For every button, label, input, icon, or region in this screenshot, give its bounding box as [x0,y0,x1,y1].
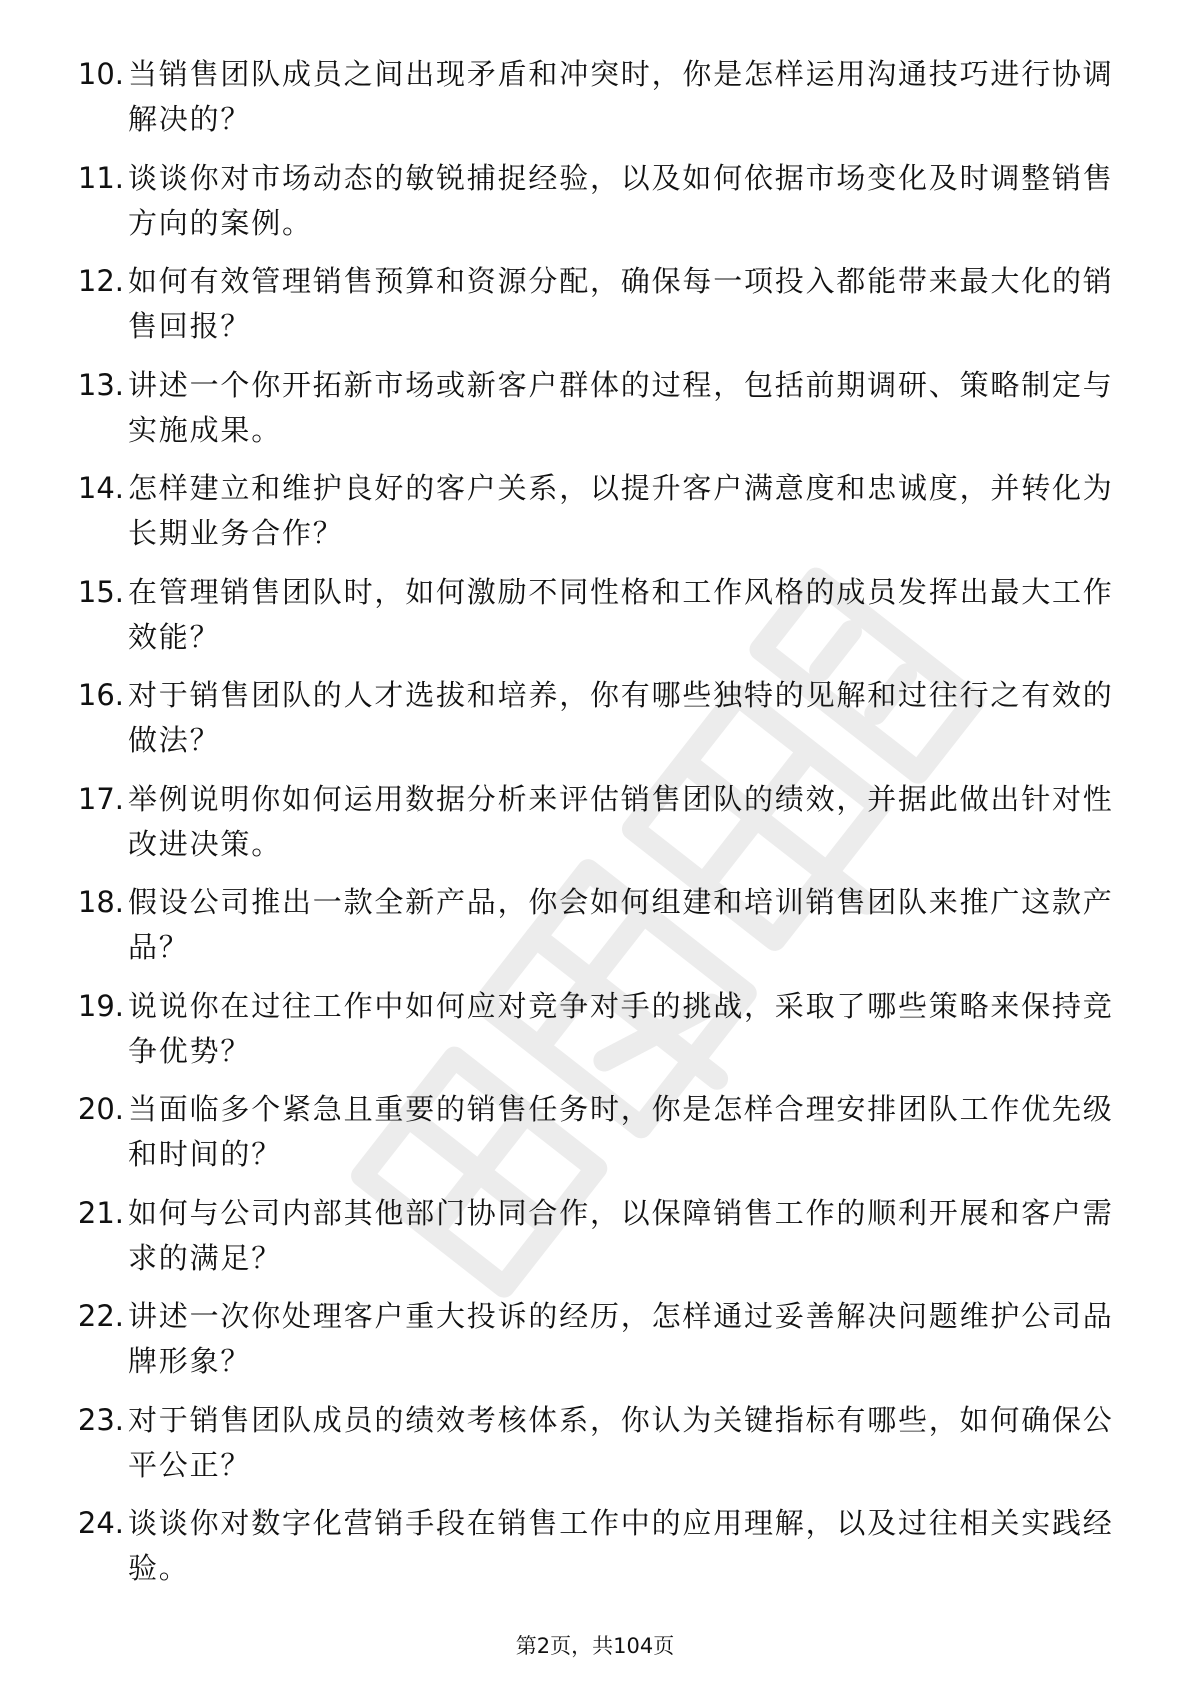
question-text: 说说你在过往工作中如何应对竞争对手的挑战，采取了哪些策略来保持竞争优势？ [128,988,1114,1068]
page-number-label: 第2页，共104页 [515,1634,675,1658]
question-text: 如何有效管理销售预算和资源分配，确保每一项投入都能带来最大化的销售回报？ [128,264,1114,343]
question-text: 谈谈你对市场动态的敏锐捕捉经验，以及如何依据市场变化及时调整销售方向的案例。 [128,160,1114,240]
question-text: 如何与公司内部其他部门协同合作，以保障销售工作的顺利开展和客户需求的满足？ [128,1195,1114,1275]
question-text: 讲述一个你开拓新市场或新客户群体的过程，包括前期调研、策略制定与实施成果。 [128,367,1114,447]
list-item [58,52,1118,156]
question-number: 11. [77,160,124,195]
list-item [58,363,1118,467]
question-text: 在管理销售团队时，如何激励不同性格和工作风格的成员发挥出最大工作效能？ [128,574,1114,654]
list-item [58,156,1118,260]
list-item [58,1191,1118,1295]
question-text: 谈谈你对数字化营销手段在销售工作中的应用理解，以及过往相关实践经验。 [128,1506,1114,1585]
list-item [58,984,1118,1088]
list-item [58,259,1118,363]
list-item [58,466,1118,570]
question-number: 13. [77,367,124,402]
list-item [58,570,1118,674]
question-text: 当面临多个紧急且重要的销售任务时，你是怎样合理安排团队工作优先级和时间的？ [128,1092,1114,1171]
question-number: 24. [77,1506,124,1540]
question-number: 23. [77,1402,124,1437]
question-number: 14. [77,471,124,505]
question-text: 举例说明你如何运用数据分析来评估销售团队的绩效，并据此做出针对性改进决策。 [128,781,1114,861]
list-item [58,1398,1118,1502]
question-text: 当销售团队成员之间出现矛盾和冲突时，你是怎样运用沟通技巧进行协调解决的？ [128,57,1114,136]
list-item [58,880,1118,984]
question-list [58,52,1118,1605]
question-number: 19. [77,988,124,1023]
question-text: 讲述一次你处理客户重大投诉的经历，怎样通过妥善解决问题维护公司品牌形象？ [128,1299,1114,1378]
list-item [58,1087,1118,1191]
question-number: 20. [77,1092,124,1126]
question-number: 21. [77,1195,124,1230]
question-number: 12. [77,264,124,298]
question-number: 15. [77,574,124,609]
list-item [58,777,1118,881]
question-text: 对于销售团队成员的绩效考核体系，你认为关键指标有哪些，如何确保公平公正？ [128,1402,1114,1482]
question-number: 22. [77,1299,124,1333]
question-text: 怎样建立和维护良好的客户关系，以提升客户满意度和忠诚度，并转化为长期业务合作？ [128,471,1114,550]
page-footer [0,1630,1190,1660]
question-number: 17. [77,781,124,816]
question-number: 10. [77,57,124,91]
question-text: 假设公司推出一款全新产品，你会如何组建和培训销售团队来推广这款产品？ [128,885,1114,964]
list-item [58,673,1118,777]
list-item [58,1294,1118,1398]
question-number: 18. [77,885,124,919]
list-item [58,1501,1118,1605]
question-text: 对于销售团队的人才选拔和培养，你有哪些独特的见解和过往行之有效的做法？ [128,678,1114,757]
question-number: 16. [77,678,124,712]
